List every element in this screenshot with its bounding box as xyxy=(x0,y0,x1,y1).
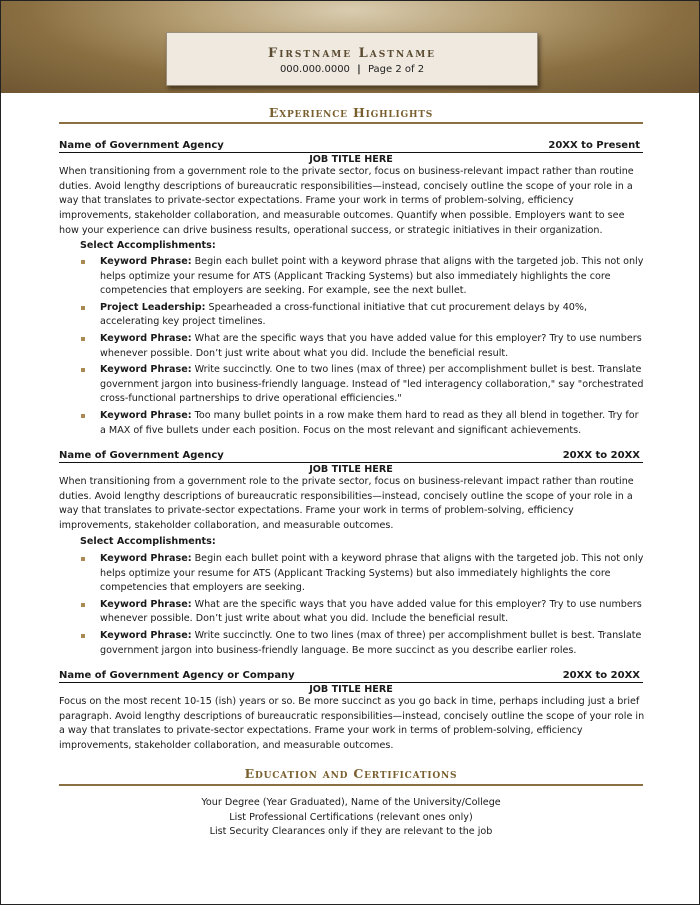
degree-line: Your Degree (Year Graduated), Name of the University/College xyxy=(201,797,501,808)
contact-separator: | xyxy=(357,64,361,75)
bullet-keyword: Keyword Phrase: xyxy=(100,409,192,421)
bullet-keyword: Keyword Phrase: xyxy=(100,364,192,376)
education-section-title: Education and Certifications xyxy=(244,766,458,781)
job-header xyxy=(59,449,643,463)
bullet-text: Write succinctly. One to two lines (max of three) per accomplishment bullet is best. Translate government jargon into business-friendly language. Be more succinct as you describe earlier roles. xyxy=(100,629,642,656)
accomplishment-bullet xyxy=(79,332,645,361)
bullet-keyword: Keyword Phrase: xyxy=(100,598,192,610)
employer-name: Name of Government Agency xyxy=(59,140,224,151)
bullet-text: Spearheaded a cross-functional initiative that cut procurement delays by 40%, accelerating key project timelines. xyxy=(100,301,588,328)
bullet-keyword: Keyword Phrase: xyxy=(100,256,192,267)
job-title: JOB TITLE HERE xyxy=(309,154,393,165)
accomplishments-label: Select Accomplishments: xyxy=(80,536,216,547)
bullet-keyword: Keyword Phrase: xyxy=(100,553,192,564)
bullet-marker xyxy=(81,368,85,372)
education-list xyxy=(1,796,700,840)
bullet-keyword: Project Leadership: xyxy=(100,301,206,313)
accomplishment-bullet xyxy=(79,363,645,407)
bullet-keyword: Keyword Phrase: xyxy=(100,332,192,344)
bullet-marker xyxy=(81,337,85,341)
bullet-marker xyxy=(81,557,85,561)
accomplishment-bullet xyxy=(79,409,645,438)
accomplishment-bullet xyxy=(79,629,645,658)
bullet-marker xyxy=(81,260,85,264)
certifications-line: List Professional Certifications (relevant ones only) xyxy=(229,811,473,823)
bullet-marker xyxy=(81,603,85,607)
bullet-keyword: Keyword Phrase: xyxy=(100,629,192,641)
job-summary: When transitioning from a government role to the private sector, focus on business-relevant impact rather than routine duties. Avoid lengthy descriptions of bureaucratic responsibilities—instead, concisely outline the scope of your role in a way that translates to private-sector expectations. Frame your work in terms of problem-solving, efficiency improvements, stakeholder collaboration, and measurable outcomes. xyxy=(59,476,634,532)
job-title: JOB TITLE HERE xyxy=(309,464,393,475)
bullet-text: Begin each bullet point with a keyword phrase that aligns with the targeted job. This not only helps optimize your resume for ATS (Applicant Tracking Systems) but also immediately highlights the core competencies that employers are seeking. xyxy=(100,553,644,594)
accomplishment-list xyxy=(79,255,645,440)
bullet-marker xyxy=(81,306,85,310)
employer-name: Name of Government Agency or Company xyxy=(59,670,295,681)
job-dates: 20XX to Present xyxy=(548,140,640,151)
candidate-name: Firstname Lastname xyxy=(267,46,437,61)
accomplishment-list xyxy=(79,552,645,660)
experience-rule xyxy=(59,122,643,124)
accomplishment-bullet xyxy=(79,598,645,627)
bullet-text: Write succinctly. One to two lines (max of three) per accomplishment bullet is best. Translate government jargon into business-friendly language. Instead of "led interagency collaboration," say "orchestrated cross-functional partnerships to drive operational efficiencies." xyxy=(100,364,644,405)
contact-line xyxy=(167,64,537,75)
bullet-text: What are the specific ways that you have added value for this employer? Try to use numbers whenever possible. Don’t just write about what you did. Include the beneficial result. xyxy=(100,332,642,359)
bullet-marker xyxy=(81,634,85,638)
job-dates: 20XX to 20XX xyxy=(562,670,640,681)
bullet-text: Too many bullet points in a row make them hard to read as they all blend in together. Try for a MAX of five bullets under each position. Focus on the most relevant and significant achievements. xyxy=(100,409,639,436)
phone-number: 000.000.0000 xyxy=(279,64,350,75)
clearances-line: List Security Clearances only if they are relevant to the job xyxy=(209,826,493,837)
bullet-marker xyxy=(81,414,85,418)
job-header xyxy=(59,139,643,153)
experience-section-title: Experience Highlights xyxy=(268,105,434,120)
accomplishments-label: Select Accomplishments: xyxy=(80,240,216,251)
accomplishment-bullet xyxy=(79,255,645,299)
name-box xyxy=(166,32,538,86)
job-header xyxy=(59,669,643,683)
job-dates: 20XX to 20XX xyxy=(562,450,640,461)
accomplishment-bullet xyxy=(79,552,645,596)
accomplishment-bullet xyxy=(79,301,645,330)
page-label: Page 2 of 2 xyxy=(367,64,425,75)
education-rule xyxy=(59,784,643,786)
job-title: JOB TITLE HERE xyxy=(309,684,393,695)
bullet-text: Begin each bullet point with a keyword phrase that aligns with the targeted job. This not only helps optimize your resume for ATS (Applicant Tracking Systems) but also immediately highlights the core competencies that employers are seeking. For example, see the next bullet. xyxy=(100,256,644,297)
job-summary: When transitioning from a government role to the private sector, focus on business-relevant impact rather than routine duties. Avoid lengthy descriptions of bureaucratic responsibilities—instead, concisely outline the scope of your role in a way that translates to private-sector expectations. Frame your work in terms of problem-solving, efficiency improvements, stakeholder collaboration, and measurable outcomes. Quantify when possible. Employers want to see how your experience can drive business results, operational success, or strategic initiatives in their organization. xyxy=(59,166,634,236)
employer-name: Name of Government Agency xyxy=(59,450,224,461)
bullet-text: What are the specific ways that you have added value for this employer? Try to use numbers whenever possible. Don’t just write about what you did. Include the beneficial result. xyxy=(100,598,642,625)
job-summary: Focus on the most recent 10-15 (ish) years or so. Be more succinct as you go back in time, perhaps including just a brief paragraph. Avoid lengthy descriptions of bureaucratic responsibilities—instead, concisely outline the scope of your role in a way that translates to private-sector expectations. Frame your work in terms of problem-solving, efficiency improvements, stakeholder collaboration, and measurable outcomes. xyxy=(59,696,645,752)
